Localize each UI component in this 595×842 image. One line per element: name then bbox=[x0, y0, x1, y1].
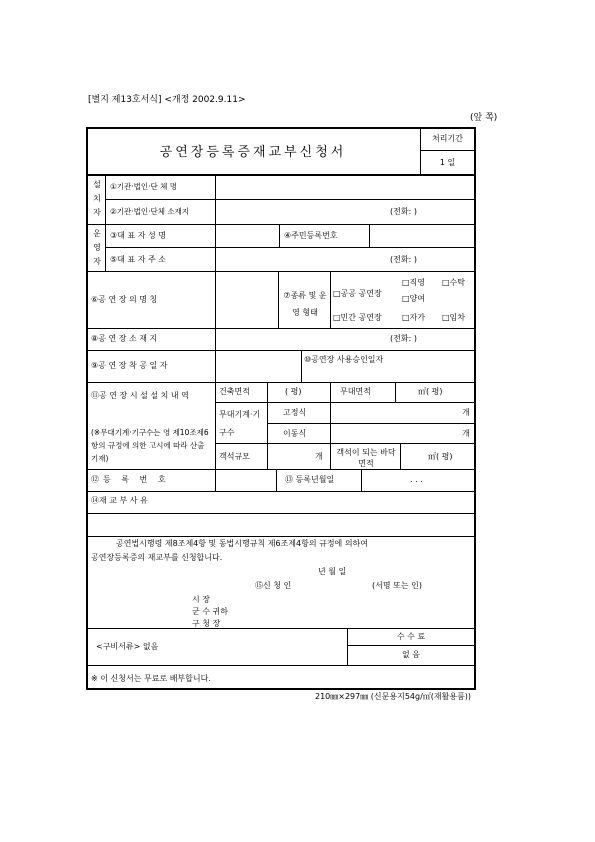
registration-date-label: ⑬ 등록년월일 bbox=[285, 475, 335, 484]
reissue-reason-label: ⑭재 교 부 사 유 bbox=[91, 496, 148, 505]
operator-label: 운영자 bbox=[93, 229, 101, 266]
facility-details-label: ⑪공 연 장 시 설 설 치 내 역 bbox=[91, 391, 189, 400]
venue-location-label: ⑧공 연 장 소 재 지 bbox=[91, 334, 158, 343]
front-side-label: (앞 쪽) bbox=[470, 113, 498, 123]
use-approval-date-label: ⑩공연장 사용승인일자 bbox=[304, 355, 384, 364]
fixed-count-unit: 개 bbox=[462, 408, 470, 417]
resident-number-label: ④주민등록번호 bbox=[284, 231, 338, 240]
consignment-checkbox[interactable]: □수탁 bbox=[442, 278, 466, 287]
signature-label: (서명 또는 인) bbox=[372, 581, 422, 590]
owned-checkbox[interactable]: □자가 bbox=[402, 313, 426, 322]
leased-checkbox[interactable]: □임차 bbox=[442, 313, 466, 322]
free-distribution-note: ※ 이 신청서는 무료로 배부합니다. bbox=[91, 674, 211, 683]
stage-machine-count-label: 무대기계·기구수 bbox=[219, 410, 261, 437]
representative-address-label: ⑤대 표 자 주 소 bbox=[110, 255, 166, 264]
stage-area-unit: ㎡( 평) bbox=[418, 387, 443, 396]
mobile-type-label: 이동식 bbox=[283, 429, 307, 438]
fixed-type-label: 고정식 bbox=[283, 408, 307, 417]
seat-floor-area-unit: ㎡( 평) bbox=[428, 452, 453, 461]
representative-name-label: ③대 표 자 성 명 bbox=[110, 231, 166, 240]
required-documents: <구비서류> 없음 bbox=[96, 642, 159, 651]
venue-name-label: ⑥공 연 장 의 명 칭 bbox=[91, 295, 158, 304]
private-venue-checkbox[interactable]: □민간 공연장 bbox=[333, 313, 382, 322]
construction-start-label: ⑨공 연 장 착 공 일 자 bbox=[91, 361, 168, 370]
building-area-label: 건축면적 bbox=[219, 387, 250, 396]
transfer-checkbox[interactable]: □양여 bbox=[402, 294, 426, 303]
direct-operation-checkbox[interactable]: □직영 bbox=[402, 278, 426, 287]
paper-spec: 210㎜×297㎜ (신문용지54g/㎡(재활용품)) bbox=[315, 692, 472, 701]
addressee-district: 구 청 장 bbox=[192, 619, 221, 628]
applicant-label: ⑮신 청 인 bbox=[255, 581, 292, 590]
addressee-county: 군 수 귀하 bbox=[192, 607, 228, 616]
installer-label: 설치자 bbox=[93, 180, 101, 217]
form-title: 공연장등록증재교부신청서 bbox=[159, 145, 347, 160]
seat-floor-area-label: 객석이 되는 바닥면적 bbox=[336, 448, 396, 468]
venue-phone: (전화: ) bbox=[390, 334, 417, 343]
declaration-line-2: 공연장등록증의 재교부를 신청합니다. bbox=[91, 553, 223, 562]
installer-name-label: ①기관·법인·단 체 명 bbox=[110, 182, 177, 191]
building-area-pyeong: ( 평) bbox=[285, 387, 302, 396]
installer-address-label: ②기관·법인·단체 소재지 bbox=[110, 207, 190, 216]
stage-area-label: 무대면적 bbox=[340, 387, 371, 396]
fee-label: 수 수 료 bbox=[396, 632, 426, 641]
venue-type-label: ⑦종류 및 운영 형태 bbox=[283, 291, 327, 317]
registration-date-placeholder: . . . bbox=[410, 475, 423, 484]
operator-phone: (전화: ) bbox=[390, 255, 417, 264]
seat-scale-unit: 개 bbox=[315, 452, 323, 461]
addressee-mayor: 시 장 bbox=[192, 595, 210, 604]
form-number: [별지 제13호서식] <개정 2002.9.11> bbox=[88, 95, 246, 105]
installer-phone: (전화: ) bbox=[390, 207, 417, 216]
seat-scale-label: 객석규모 bbox=[219, 452, 250, 461]
application-date: 년 월 일 bbox=[318, 567, 347, 576]
fee-value: 없 음 bbox=[402, 650, 420, 659]
facility-note: (※무대기계·기구수는 영 제10조제6항의 규정에 의한 고시에 따라 산출 기재) bbox=[91, 428, 209, 463]
registration-number-label: ⑫등 록 번 호 bbox=[91, 475, 170, 484]
public-venue-checkbox[interactable]: □공공 공연장 bbox=[333, 289, 382, 298]
processing-period-value: 1 일 bbox=[439, 158, 456, 167]
processing-period-label: 처리기간 bbox=[432, 134, 463, 143]
mobile-count-unit: 개 bbox=[462, 429, 470, 438]
declaration-line-1: 공연법시행령 제8조제4항 및 동법시행규칙 제6조제4항의 규정에 의하여 bbox=[116, 539, 368, 548]
